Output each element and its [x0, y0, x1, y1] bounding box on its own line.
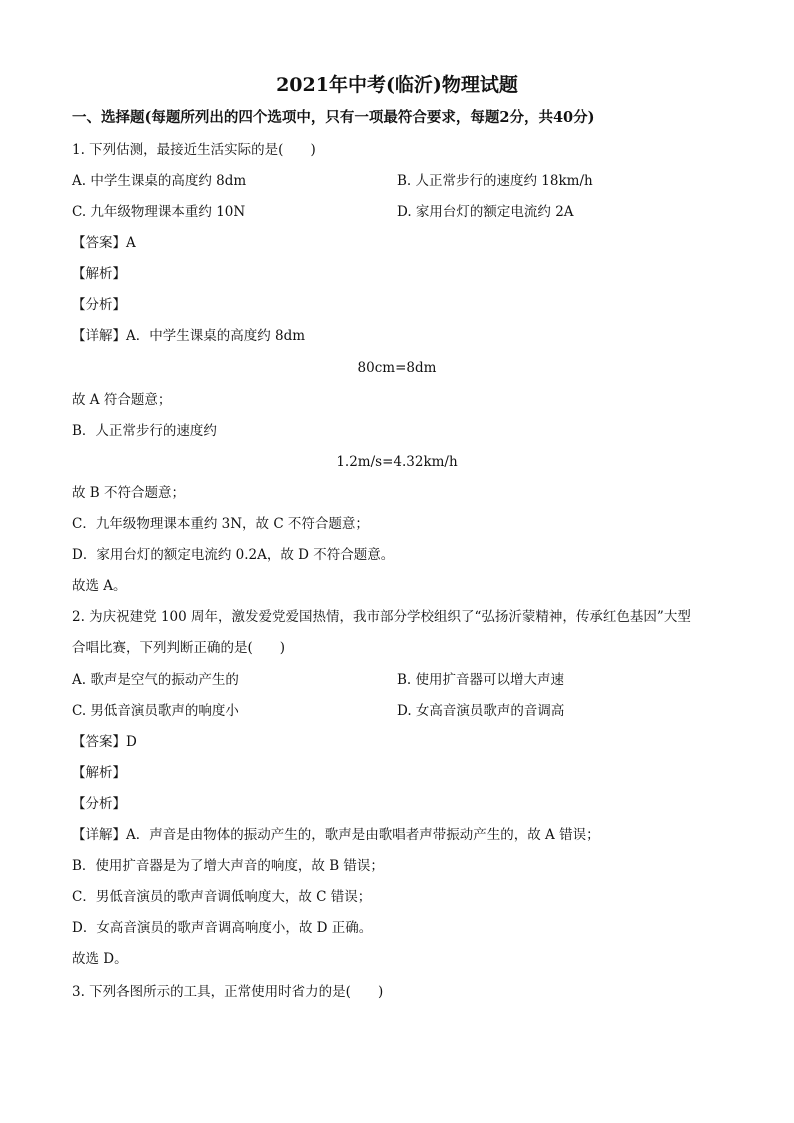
q2-option-c: C. 男低音演员歌声的响度小 [72, 703, 239, 719]
q2-option-b: B. 使用扩音器可以增大声速 [397, 672, 565, 688]
q1-fenxi: 【分析】 [72, 297, 126, 313]
q2-option-d: D. 女高音演员歌声的音调高 [397, 703, 565, 719]
q2-line-3: D．女高音演员的歌声音调高响度小，故 D 正确。 [72, 920, 373, 936]
q3-stem: 3. 下列各图所示的工具，正常使用时省力的是( ) [72, 984, 384, 1000]
q1-line-3: 故 B 不符合题意； [72, 485, 186, 501]
q1-stem: 1. 下列估测，最接近生活实际的是( ) [72, 142, 316, 158]
q2-line-4: 故选 D。 [72, 951, 128, 967]
q1-option-b: B. 人正常步行的速度约 18km/h [397, 173, 593, 189]
q2-fenxi: 【分析】 [72, 796, 126, 812]
section-heading: 一、选择题(每题所列出的四个选项中，只有一项最符合要求，每题2分，共40分) [72, 109, 595, 126]
q1-equation-2: 1.2m/s=4.32km/h [336, 454, 458, 470]
q1-jiexi: 【解析】 [72, 266, 126, 282]
q1-detail: 【详解】A．中学生课桌的高度约 8dm [72, 328, 306, 344]
q1-answer: 【答案】A [72, 235, 136, 251]
q2-line-1: B．使用扩音器是为了增大声音的响度，故 B 错误； [72, 858, 384, 874]
q1-line-6: 故选 A。 [72, 578, 127, 594]
q1-line-5: D．家用台灯的额定电流约 0.2A，故 D 不符合题意。 [72, 547, 395, 563]
q1-equation-1: 80cm=8dm [357, 360, 437, 376]
q2-option-a: A. 歌声是空气的振动产生的 [72, 672, 239, 688]
page-title: 2021年中考(临沂)物理试题 [276, 74, 518, 96]
q2-line-2: C．男低音演员的歌声音调低响度大，故 C 错误； [72, 889, 372, 905]
q2-stem-line-2: 合唱比赛，下列判断正确的是( ) [72, 640, 286, 656]
q2-jiexi: 【解析】 [72, 765, 126, 781]
q1-option-a: A. 中学生课桌的高度约 8dm [72, 173, 247, 189]
q1-line-2: B．人正常步行的速度约 [72, 423, 217, 439]
q1-line-4: C．九年级物理课本重约 3N，故 C 不符合题意； [72, 516, 369, 532]
q1-option-d: D. 家用台灯的额定电流约 2A [397, 204, 574, 220]
q2-answer: 【答案】D [72, 734, 137, 750]
q2-detail: 【详解】A．声音是由物体的振动产生的，歌声是由歌唱者声带振动产生的，故 A 错误； [72, 827, 600, 843]
q2-stem-line-1: 2. 为庆祝建党 100 周年，激发爱党爱国热情，我市部分学校组织了“弘扬沂蒙精神，传承红色基因”大型 [72, 609, 691, 625]
q1-line-1: 故 A 符合题意； [72, 392, 172, 408]
q1-option-c: C. 九年级物理课本重约 10N [72, 204, 246, 220]
